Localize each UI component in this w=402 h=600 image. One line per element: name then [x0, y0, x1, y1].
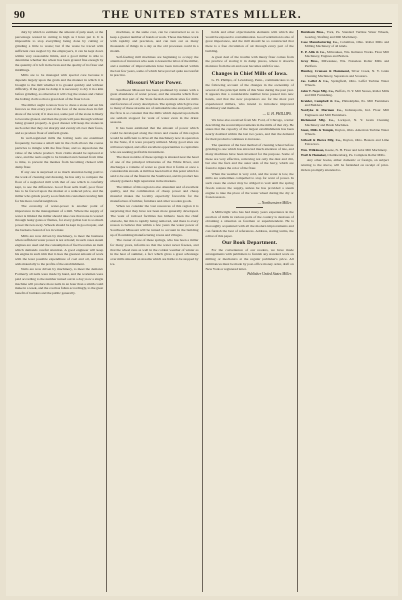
directory-entry-name: Wolf & Hamaker, [300, 152, 327, 157]
directory-entry-text: Milwaukee, Wis. Reliance Works. Flour Mill Machinery, Engines and Boilers. [304, 49, 389, 59]
directory-entry-name: Stout, Mills & Temple, [300, 127, 334, 132]
directory-entry [301, 79, 389, 88]
article-paragraph: Southwest Missouri has been promised by nature with a great abundance of water power, and the streams which flow through that part of the State furnish excellent sites for mills and factories of every description. The springs which give rise to many of these streams are of remarkable size and purity, and the flow is so constant that the mills which depend upon them are seldom stopped for want of water even in the driest seasons. [110, 87, 199, 125]
directory-entry-text: Dayton, Ohio. Heaters and Lime Extractors. [304, 137, 389, 147]
directory-entry [301, 89, 389, 98]
section-divider [236, 207, 262, 208]
newspaper-page [6, 4, 398, 596]
article-paragraph: The question of the best method of cleaning wheat before grinding is one which has attracted much attention of late, and many machines have been invented for the purpose. Some of these are very effective, removing not only the dust and dirt, but also the fuzz and the outer skin of the berry, which are found to injure the color of the flour. [205, 142, 294, 171]
article-paragraph: Self-feeding mill machines are beginning to occupy the attention of inventors who seek to lessen the labor of the miller, and a number of improvements have been introduced within the last few years, some of which have proved quite successful in practice. [110, 54, 199, 78]
article-paragraph: In well-regulated mills the bolting reels are examined frequently, because a small rent in the cloth allows the coarse particles to mingle with the fine flour, and so depreciates the value of the whole product. Torn cloths should be replaced at once, and the reels ought to be brushed and cleaned from time to time, to prevent the meshes from becoming choked with damp flour. [15, 136, 104, 169]
article-paragraph: Any other books, either domestic or foreign, on subject relating to the above, will be furnished on receipt of price. Orders promptly attended to. [300, 158, 389, 172]
directory-entry [301, 59, 389, 68]
directory-entry-text: Silver Creek, N. Y. Grain Cleaning Machinery, Separators and Scourers. [304, 69, 389, 78]
directory-entry-text: Springfield, Ohio. Leffel Turbine Water Wheels. [304, 78, 389, 88]
directory-entry-text: Philadelphia, Pa. Mill Furnishers and Builders. [304, 98, 389, 108]
directory-entry [301, 69, 389, 78]
directory-entry-name: John T. Noye Mfg. Co., [300, 88, 335, 93]
directory-entry [301, 50, 389, 59]
directory-entry [301, 108, 389, 117]
article-headline: Missouri Water Power. [126, 80, 182, 87]
article-signature: — G. H. PHILLIPS. [262, 112, 292, 117]
article-paragraph: If any one is surprised at so much attention being paid to the work of cleaning and dressing, he has only to compare the flour of a neglected mill with that of one which is carefully kept, to see the difference. Good flour sells itself, poor flour has to be forced upon the market at a reduced price, and the miller who grinds poorly soon finds his customers leaving him for his more careful neighbors. [15, 170, 104, 203]
directory-entry [301, 30, 389, 39]
masthead-title: THE UNITED STATES MILLER. [102, 9, 302, 21]
directory-entry-text: Indianapolis, Ind. Flour Mill Engineers and Mill Furnishers. [304, 108, 389, 117]
article-paragraph: A great deal of the trouble with musty flour comes from the practice of storing it in damp places, where it absorbs moisture from the air and soon becomes unfit for use. [205, 54, 294, 68]
directory-entry [301, 153, 389, 158]
directory-entry-text: Columbus, Ohio. Roller Mills and Milling Machinery of all kinds. [304, 39, 389, 49]
directory-entry-name: Nordyke & Marmon Co., [300, 108, 343, 113]
article-paragraph: The miller ought to know how to dress a stone and set his furrows so that every part of the face of the stone does its full share of the work; if it does not, some part of the stone is likely to become glazed, and then the grain will pass through without being ground properly. A good dresser will keep the stones in such order that they cut sharply and evenly all over their faces, and so produce flour of uniform grade. [15, 102, 104, 135]
directory-entry-name: Richmond Mfg. Co., [300, 118, 335, 123]
article-paragraph: Mills are to be managed with special care because it depends largely upon the grain and the manner in which it is brought to the mill whether it is ground quickly and without difficulty. If the grain be damp it is necessary to dry it in a kiln before grinding, as otherwise it will clog the stones and clutter the bolting cloth so that a great deal of the flour is lost. [15, 73, 104, 101]
directory-entry-text: Lockport, N. Y. Grain Cleaning Machinery and Brush Machines. [304, 118, 389, 127]
directory-entry [301, 128, 389, 137]
directory-entry-name: Burnham Bros., [300, 30, 325, 34]
directory-entry-text: Chambersburg, Pa. Complete Roller Mills. [327, 152, 386, 157]
directory-entry-text: Dayton, Ohio. American Turbine Water Wheels. [304, 127, 389, 137]
column-3 [202, 30, 297, 592]
directory-entry-text: York, Pa. Standard Turbine Water Wheels, Gearing, Shafting and Mill Machinery. [304, 30, 389, 39]
column-4 [297, 30, 392, 592]
directory-entry [301, 138, 389, 147]
article-paragraph: It has been estimated that the amount of power which could be developed along the rivers and creeks of this region would be sufficient to drive all the machinery now in operation in the State, if it were properly utilized. Many good sites are still unoccupied, and offer excellent opportunities to capitalists who are seeking profitable investment. [110, 126, 199, 154]
article-signature: Publisher United States Miller. [247, 272, 292, 277]
directory-entry-text: Keene, N. H. Flour and Grist Mill Machinery. [325, 147, 388, 152]
directory-entry [301, 118, 389, 127]
article-paragraph: For the convenience of our readers, we have made arrangements with publishers to furnish any standard work on milling or mechanics at the regular publisher's price. All remittances must be made by post-office money order, draft on New York or registered letter. [205, 247, 294, 271]
directory-entry-name: Gray Bros., [300, 59, 320, 64]
article-signature: — Northwestern Miller. [257, 201, 292, 205]
directory-entry-name: Wm. Wilkinson, [300, 147, 325, 152]
article-paragraph: The most notable of these springs is situated near the head of one of the principal tributaries of the White River, and discharges a volume of water so great that it forms at once a considerable stream. A mill has been built at this point which is said to be one of the finest in the Southwest, and its product has already gained a high reputation in the markets. [110, 155, 199, 183]
header-rule-thin [12, 26, 392, 27]
article-paragraph: Nails are now driven by machinery, to meet the demand. Formerly all nails were made by hand, and the workmen were paid according to the number turned out in a day; now a single machine will produce more nails in an hour than a smith could make in a week, and the cost has fallen accordingly, to the great benefit of builders and the public generally. [15, 267, 104, 295]
directory-entry-name: E. P. Allis & Co., [300, 49, 326, 54]
article-paragraph: holds and other objectionable elements with which she would be exposed to contamination. Good ventilation is also of great importance, and the mill should be so constructed that there is a free circulation of air through every part of the building. [205, 30, 294, 53]
article-paragraph: duty by which to estimate the amount of pulp used, or the percentage wasted in cutting is high as I have put it. It is impossible to stop everything being done by cutting or grinding a little to waste; but if the waste be traced with sufficient care neglect by the employee's, it can be kept down within very reasonable limits, and a good miller is able to determine whether the wheat has been ground fine enough by the quantity of it left in the bran and the quality of its flour and middlings. [15, 30, 104, 72]
directory-entry-name: Jas. Leffel & Co., [300, 78, 330, 83]
column-2 [106, 30, 201, 592]
page-header [14, 8, 390, 22]
article-paragraph: The economy of water-power is another point of importance in the management of a mill. Where the supply of water is limited the miller should take care that none is wasted through leaky gates or flumes, for every gallon lost is so much power thrown away. Wheels should be kept in good repair, and the buckets cleared of ice in winter. [15, 204, 104, 232]
article-paragraph: We have also received from Mr. Ford, of Chicago, a letter describing the recent improvements in the mills of that city. He states that the capacity of the largest establishments has been nearly doubled within the last two years, and that the demand for their products continues to increase. [205, 118, 294, 141]
directory-entry [301, 40, 389, 49]
article-paragraph: machines, at the same cost, can be constructed so as to keep a greater number of hands at work. Those machines work with rapidity and precision, and can turn out as many thousands of things in a day as the old processes could in a month. [110, 30, 199, 53]
section-headline: Our Book Department. [221, 240, 278, 247]
article-paragraph: The owner of one of these springs, who has been a miller for many years, informs us that the water never freezes, and that the wheel runs as well in the coldest weather of winter as in the heat of summer, a fact which gives a great advantage over mills situated on streams which are liable to be stopped by ice. [110, 238, 199, 266]
directory-entry-text: Milwaukee, Wis. Noiseless Roller Mills and Purifiers. [304, 59, 389, 68]
article-paragraph: A Millwright who has had many years experience in the erection of mills in various parts of the country is desirous of obtaining a situation as foreman or superintendent. He is thoroughly acquainted with all the modern improvements and can furnish the best of references. Address, stating terms, the editor of this paper. [205, 210, 294, 238]
directory-entry [301, 99, 389, 108]
columns [12, 30, 392, 592]
article-paragraph: The timber of this region is also abundant and of excellent quality, and the combination of cheap power and cheap material makes the locality especially favorable for the manufacture of lumber, furniture and other wooden goods. [110, 184, 199, 203]
page-number: 90 [14, 9, 25, 21]
article-paragraph: G. H. Phillips, of Lewisburg, Penn., communicates to us the following account of the changes in the ownership of several of the principal mills of this State during the past year. It appears that a considerable number have passed into new hands, and that the new proprietors are for the most part experienced millers, who intend to introduce improved machinery and methods. [205, 78, 294, 111]
article-paragraph: When we consider the vast resources of this region it is surprising that they have not been more generally developed. The want of railroad facilities has hitherto been the chief obstacle, but this is rapidly being removed, and there is every reason to believe that within a few years the water power of Southwest Missouri will be turned to account in the building up of flourishing manufacturing towns and villages. [110, 204, 199, 237]
directory-entry-text: Buffalo, N. Y. Mill Stones, Roller Mills and Mill Furnishing. [304, 88, 390, 98]
directory-entry-name: Stilwell & Bierce Mfg. Co., [300, 137, 342, 142]
directory-entry-name: Huntley, Cranson & Hammond, [300, 69, 350, 74]
directory-entry-name: Case Manufacturing Co., [300, 39, 339, 44]
directory-entry-name: Kreider, Campbell & Co., [300, 98, 341, 103]
column-1 [12, 30, 106, 592]
article-paragraph: Mills are now driven by machinery, to meet the business when sufficient water power is not at hand; in such cases steam engines are used and the consumption of fuel becomes an item which demands careful attention. A good engineer will keep his engine in such trim that it does the greatest amount of work with the least possible expenditure of coal and oil, and thus adds materially to the profits of the establishment. [15, 233, 104, 266]
article-paragraph: When the weather is very cold, and the water is low, the mills are sometimes compelled to stop for want of power. In such cases the owner may be obliged to wait until the spring floods restore the supply, unless he has provided a steam engine to take the place of the water wheel during the dry or frozen season. [205, 171, 294, 200]
article-headline: Changes in Chief Mills of Iowa. [211, 70, 288, 77]
directory-entry [301, 148, 389, 153]
header-rule [12, 23, 392, 24]
